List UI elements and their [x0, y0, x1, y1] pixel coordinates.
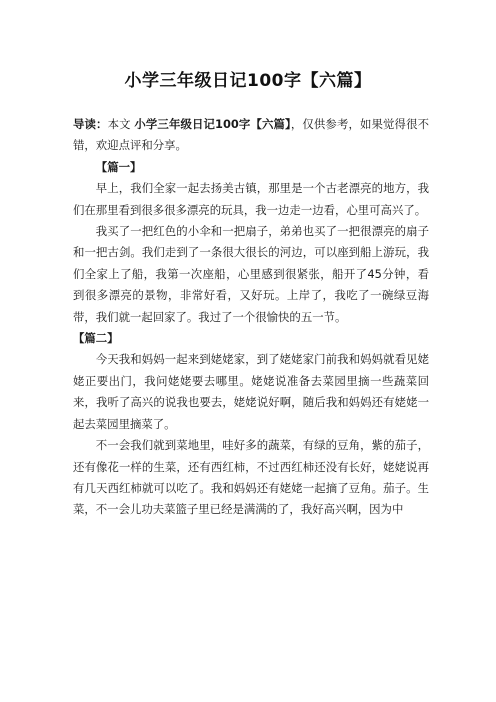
guide-text-pre: 本文: [107, 117, 135, 131]
guide-paragraph: [73, 114, 429, 157]
section-1-paragraph-1: 早上，我们全家一起去扬美古镇，那里是一个古老漂亮的地方，我们在那里看到很多很多漂亮的玩具，我一边走一边看，心里可高兴了。: [73, 181, 429, 217]
guide-text-bold: 小学三年级日记100字【六篇】: [134, 117, 291, 131]
section-heading-2: 【篇二】: [73, 331, 119, 346]
guide-label: 导读：: [73, 117, 108, 131]
section-2-paragraph-2: 不一会我们就到菜地里，哇好多的蔬菜，有绿的豆角，紫的茄子，还有像花一样的生菜，还有西红柿，不过西红柿还没有长好，姥姥说再有几天西红柿就可以吃了。我和妈妈还有姥姥一起摘了豆角。茄子。生菜，不一会儿功夫菜篮子里已经是满满的了，我好高兴啊，因为中: [73, 438, 429, 517]
guide-text-post: ，仅供参考，如果觉得很不错，欢迎点评和分享。: [73, 117, 429, 153]
section-heading-1: 【篇一】: [95, 159, 142, 174]
page-title: 小学三年级日记100字【六篇】: [124, 71, 372, 91]
section-1-paragraph-2: 我买了一把红色的小伞和一把扇子，弟弟也买了一把很漂亮的扇子和一把古剑。我们走到了一条很大很长的河边，可以座到船上游玩，我们全家上了船，我第一次座船，心里感到很紧张，船开了45分钟，看到很多漂亮的景物，非常好看，又好玩。上岸了，我吃了一碗绿豆海带，我们就一起回家了。我过了一个很愉快的五一节。: [73, 224, 429, 324]
document-body: [73, 114, 429, 521]
section-2-paragraph-1: 今天我和妈妈一起来到姥姥家，到了姥姥家门前我和妈妈就看见姥姥正要出门，我问姥姥要去哪里。姥姥说准备去菜园里摘一些蔬菜回来，我听了高兴的说我也要去，姥姥说好啊，随后我和妈妈还有姥姥一起去菜园里摘菜了。: [73, 352, 429, 431]
